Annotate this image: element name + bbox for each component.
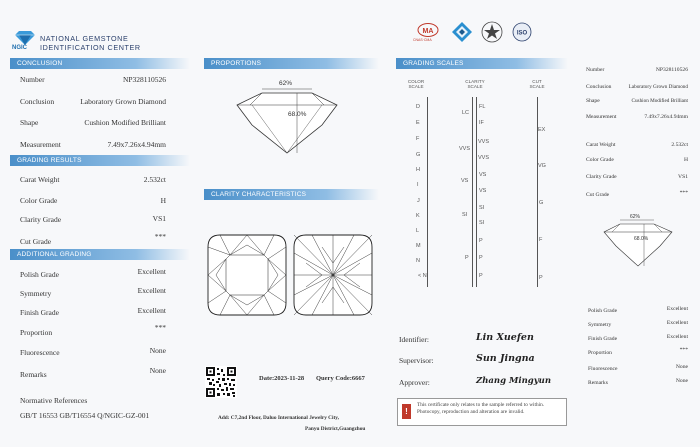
clarity-plot-pavilion	[292, 233, 374, 317]
stub-conclusion-value: Laboratory Grown Diamond	[628, 84, 688, 90]
cut-grade: G	[539, 200, 544, 206]
color-scale-grade: I	[417, 182, 419, 188]
proportions-diagram	[212, 75, 362, 160]
stub-color-value: H	[683, 157, 688, 163]
cma-seal-text: MA	[422, 28, 434, 35]
number-value: NP328110526	[122, 75, 166, 84]
clarity-scale-bar-right	[476, 97, 477, 287]
measurement-value: 7.49x7.26x4.94mm	[107, 140, 166, 149]
carat-label: Carat Weight	[20, 175, 60, 184]
report-date: Date:2023-11-28	[259, 375, 305, 382]
clarity-grade: IF	[479, 120, 484, 126]
color-scale-title: COLOR SCALE	[407, 79, 425, 89]
symmetry-value: Excellent	[137, 286, 166, 295]
cma-seal-subtext: CNAS·CMA	[413, 38, 432, 42]
clarity-grade: SI	[479, 220, 485, 226]
stub-table-percent: 62%	[630, 214, 641, 220]
clarity-group: LC	[462, 110, 470, 116]
org-name-line1: NATIONAL GEMSTONE	[40, 34, 129, 43]
iso-seal	[510, 22, 534, 42]
clarity-grade: P	[479, 238, 483, 244]
cut-scale-title: CUT SCALE	[529, 79, 545, 89]
color-scale-grade: G	[416, 152, 421, 158]
section-header-proportions: PROPORTIONS	[204, 58, 379, 69]
cut-grade: F	[539, 237, 543, 243]
carat-value: 2.532ct	[143, 175, 166, 184]
diamond-profile	[237, 93, 337, 153]
color-scale-grade: L	[416, 228, 420, 234]
cut-grade: P	[539, 275, 543, 281]
clarity-grade-value: VS1	[152, 214, 166, 223]
clarity-group: VS	[461, 178, 469, 184]
color-scale-grade: J	[417, 198, 420, 204]
identifier-signature: Lin Xuefen	[476, 332, 534, 343]
polish-value: Excellent	[137, 267, 166, 276]
color-scale-grade: H	[416, 167, 420, 173]
section-header-clarity-characteristics: CLARITY CHARACTERISTICS	[204, 189, 379, 200]
remarks-label: Remarks	[20, 370, 47, 379]
validity-notice	[397, 398, 567, 426]
clarity-grade: VVS	[478, 139, 490, 145]
logo-abbr: NGIC	[12, 45, 27, 51]
address-line-2: Panyu District,Guangzhou	[305, 426, 366, 432]
star-seal	[481, 21, 503, 43]
clarity-grade: P	[479, 273, 483, 279]
section-header-grading-scales: GRADING SCALES	[396, 58, 568, 69]
stub-depth-percent: 68.0%	[634, 236, 649, 242]
warning-icon: !	[402, 404, 411, 419]
color-grade-value: H	[160, 196, 166, 205]
shape-value: Cushion Modified Brilliant	[84, 118, 166, 127]
shape-label: Shape	[20, 118, 39, 127]
clarity-group: P	[465, 255, 469, 261]
cut-grade-value: ***	[154, 232, 166, 241]
qr-code[interactable]	[205, 366, 237, 398]
stub-color-label: Color Grade	[586, 157, 614, 163]
section-header-conclusion: CONCLUSION	[10, 58, 190, 69]
color-scale-grade: K	[416, 213, 420, 219]
polish-label: Polish Grade	[20, 270, 59, 279]
supervisor-signature: Sun Jingna	[476, 353, 535, 364]
stub-remarks-value: None	[675, 378, 688, 384]
stub-shape-value: Cushion Modified Brilliant	[631, 98, 688, 104]
table-percent: 62%	[279, 80, 293, 87]
proportion-label: Proportion	[20, 328, 53, 337]
cut-grade: EX	[538, 127, 546, 133]
stub-symmetry-label: Symmetry	[588, 322, 612, 328]
iso-seal-text: ISO	[516, 30, 528, 37]
measurement-label: Measurement	[20, 140, 61, 149]
stub-polish-label: Polish Grade	[588, 308, 618, 314]
clarity-grade: VS	[479, 172, 487, 178]
stub-symmetry-value: Excellent	[666, 320, 688, 326]
approver-label: Approver:	[399, 378, 430, 387]
color-scale-bar	[427, 97, 428, 287]
qr-code-icon	[205, 366, 237, 398]
clarity-group: VVS	[459, 146, 471, 152]
clarity-group: SI	[462, 212, 468, 218]
stub-polish-value: Excellent	[666, 306, 688, 312]
symmetry-label: Symmetry	[20, 289, 52, 298]
stub-carat-label: Carat Weight	[586, 142, 616, 148]
clarity-grade-label: Clarity Grade	[20, 215, 62, 224]
depth-percent: 68.0%	[288, 111, 307, 118]
cube-seal-icon	[451, 21, 473, 43]
stub-clarity-value: VS1	[678, 174, 688, 180]
stub-cut-label: Cut Grade	[586, 192, 610, 198]
conclusion-label: Conclusion	[20, 97, 55, 106]
color-scale-grade: E	[416, 120, 420, 126]
query-code: Query Code:6667	[316, 375, 365, 382]
supervisor-label: Supervisor:	[399, 356, 434, 365]
stub-fluorescence-value: None	[675, 364, 688, 370]
finish-value: Excellent	[137, 306, 166, 315]
finish-label: Finish Grade	[20, 308, 59, 317]
color-scale-grade: D	[416, 104, 420, 110]
stub-carat-value: 2.532ct	[671, 142, 688, 148]
clarity-grade: VVS	[478, 155, 490, 161]
section-header-additional: ADDITIONAL GRADING	[10, 249, 190, 260]
cut-scale-bar	[537, 97, 538, 287]
stub-shape-label: Shape	[586, 98, 600, 104]
remarks-value: None	[149, 366, 166, 375]
stub-remarks-label: Remarks	[588, 380, 608, 386]
proportion-value: ***	[154, 323, 166, 332]
clarity-grade: SI	[479, 205, 485, 211]
identifier-label: Identifier:	[399, 335, 429, 344]
stub-measurement-label: Measurement	[586, 114, 617, 120]
references-title: Normative References	[20, 396, 88, 405]
color-scale-grade: N	[416, 258, 420, 264]
stub-proportion-value: ***	[679, 347, 688, 353]
stub-finish-value: Excellent	[666, 334, 688, 340]
org-name-line2: IDENTIFICATION CENTER	[40, 43, 141, 52]
section-header-grading-results: GRADING RESULTS	[10, 155, 190, 166]
iso-seal-icon	[510, 22, 534, 42]
stub-measurement-value: 7.49x7.26x4.94mm	[644, 114, 688, 120]
fluorescence-value: None	[149, 346, 166, 355]
stub-finish-label: Finish Grade	[588, 336, 618, 342]
stub-proportion-label: Proportion	[588, 350, 612, 356]
stub-cut-value: ***	[679, 190, 688, 196]
stub-fluorescence-label: Fluorescence	[588, 366, 618, 372]
clarity-grade: VS	[479, 188, 487, 194]
color-scale-grade: M	[416, 243, 421, 249]
references-text: GB/T 16553 GB/T16554 Q/NGIC-GZ-001	[20, 411, 150, 420]
fluorescence-label: Fluorescence	[20, 348, 60, 357]
clarity-scale-title: CLARITY SCALE	[465, 79, 485, 89]
stub-number-label: Number	[586, 67, 605, 73]
ngic-logo	[14, 30, 36, 46]
cut-grade-label: Cut Grade	[20, 237, 52, 246]
validity-notice-text: This certificate only relates to the sample referred to within. Photocopy, reproduction and alteration are invalid.	[417, 402, 545, 415]
color-scale-grade: < N	[418, 273, 427, 279]
clarity-grade: P	[479, 255, 483, 261]
diamond-logo-icon	[14, 30, 36, 46]
number-label: Number	[20, 75, 45, 84]
stub-clarity-label: Clarity Grade	[586, 174, 617, 180]
diamond-seal	[451, 21, 473, 43]
star-seal-icon	[481, 21, 503, 43]
stub-number-value: NP328110526	[655, 67, 688, 73]
color-scale-grade: F	[416, 136, 420, 142]
cut-grade: VG	[538, 163, 546, 169]
clarity-scale-bar-left	[472, 97, 473, 287]
conclusion-value: Laboratory Grown Diamond	[80, 97, 166, 106]
color-grade-label: Color Grade	[20, 196, 58, 205]
clarity-grade: FL	[479, 104, 486, 110]
clarity-plot-crown	[206, 233, 288, 317]
stub-conclusion-label: Conclusion	[586, 84, 612, 90]
address-line-1: Add: C7,2nd Floor, Daluo International Jewelry City,	[218, 415, 339, 421]
approver-signature: Zhang Mingyun	[476, 376, 552, 386]
